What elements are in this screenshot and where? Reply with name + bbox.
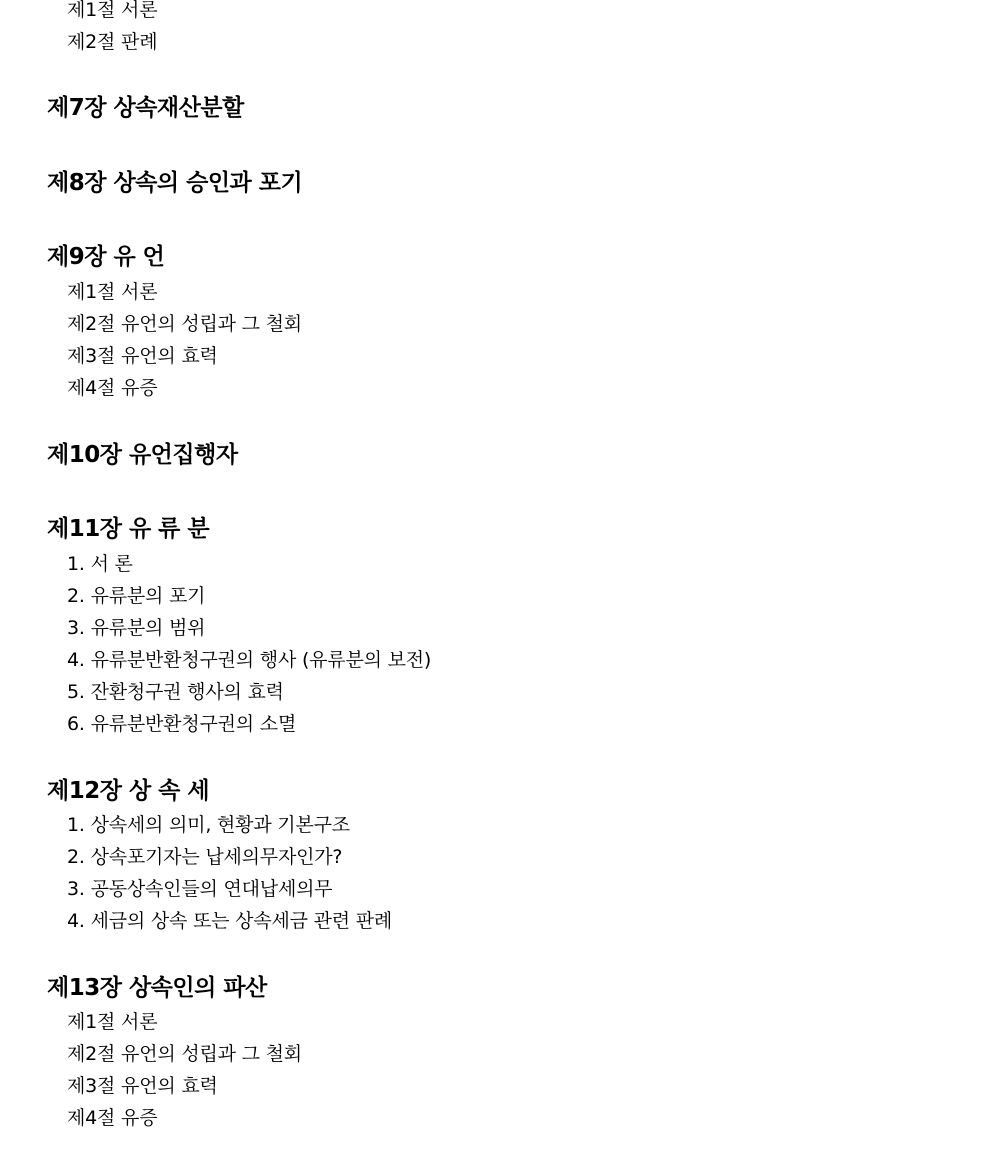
toc-section: 제4절 유증 — [67, 377, 158, 399]
toc-chapter: 제13장 상속인의 파산 — [47, 975, 267, 1001]
toc-chapter: 제11장 유 류 분 — [47, 516, 210, 542]
toc-section: 제3절 유언의 효력 — [67, 1075, 218, 1097]
toc-chapter: 제8장 상속의 승인과 포기 — [47, 170, 303, 196]
toc-section: 제4절 유증 — [67, 1107, 158, 1129]
toc-section: 2. 유류분의 포기 — [67, 585, 206, 607]
toc-section: 5. 잔환청구권 행사의 효력 — [67, 681, 284, 703]
toc-section: 1. 서 론 — [67, 553, 133, 575]
toc-chapter: 제9장 유 언 — [47, 244, 165, 270]
toc-section: 2. 상속포기자는 납세의무자인가? — [67, 846, 343, 868]
toc-section: 3. 공동상속인들의 연대납세의무 — [67, 878, 333, 900]
toc-section: 제1절 서론 — [67, 281, 158, 303]
toc-section: 제2절 판례 — [67, 31, 158, 53]
toc-chapter: 제7장 상속재산분할 — [47, 95, 244, 121]
toc-section: 제1절 서론 — [67, 0, 158, 21]
toc-section: 4. 유류분반환청구권의 행사 (유류분의 보전) — [67, 649, 432, 671]
toc-chapter: 제12장 상 속 세 — [47, 778, 210, 804]
toc-section: 6. 유류분반환청구권의 소멸 — [67, 713, 297, 735]
toc-section: 1. 상속세의 의미, 현황과 기본구조 — [67, 814, 350, 836]
toc-chapter: 제10장 유언집행자 — [47, 442, 238, 468]
toc-section: 제2절 유언의 성립과 그 철회 — [67, 313, 302, 335]
toc-section: 제3절 유언의 효력 — [67, 345, 218, 367]
toc-section: 4. 세금의 상속 또는 상속세금 관련 판례 — [67, 910, 393, 932]
toc-section: 제2절 유언의 성립과 그 철회 — [67, 1043, 302, 1065]
toc-section: 제1절 서론 — [67, 1011, 158, 1033]
toc-section: 3. 유류분의 범위 — [67, 617, 206, 639]
